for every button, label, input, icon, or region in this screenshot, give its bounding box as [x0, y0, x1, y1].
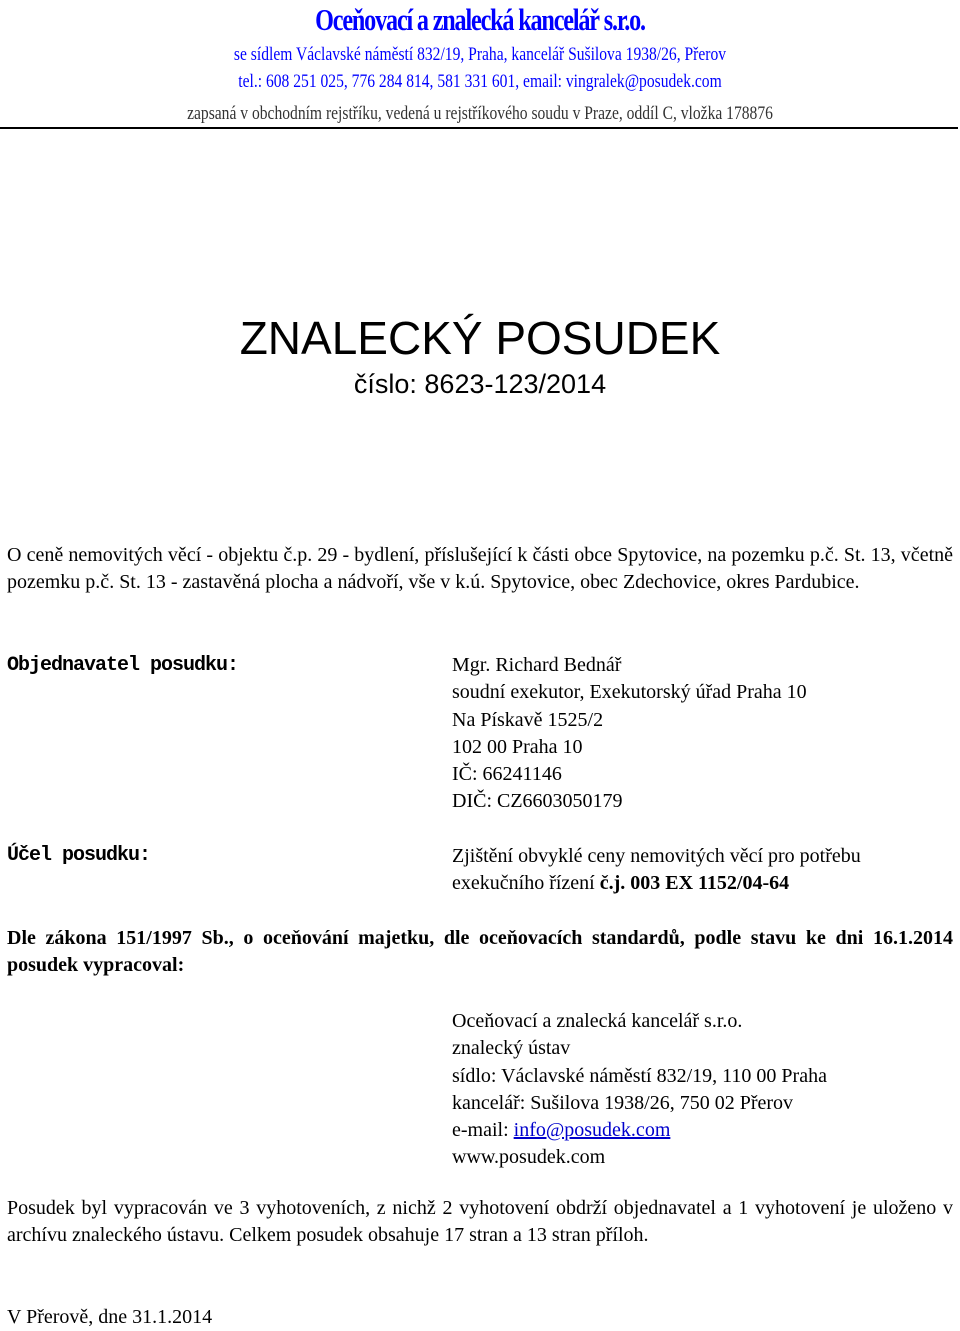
client-ic: IČ: 66241146	[452, 763, 562, 786]
client-name: Mgr. Richard Bednář	[452, 654, 622, 676]
office-type: znalecký ústav	[452, 1037, 571, 1060]
client-details	[452, 652, 952, 816]
company-registry-line: zapsaná v obchodním rejstříku, vedená u rejstříkového soudu v Praze, oddíl C, vložka 178876	[187, 103, 773, 124]
office-seat: sídlo: Václavské náměstí 832/19, 110 00 Praha	[452, 1064, 827, 1087]
document-title: ZNALECKÝ POSUDEK	[239, 312, 721, 364]
header-divider	[0, 127, 958, 129]
purpose-line-2	[452, 870, 952, 897]
purpose-line-1: Zjištění obvyklé ceny nemovitých věcí pro potřebu	[452, 845, 861, 867]
client-dic: DIČ: CZ6603050179	[452, 790, 623, 813]
office-name: Oceňovací a znalecká kancelář s.r.o.	[452, 1010, 743, 1032]
client-office: soudní exekutor, Exekutorský úřad Praha 10	[452, 681, 807, 704]
place-and-date: V Přerově, dne 31.1.2014	[7, 1306, 213, 1328]
company-name-heading: Oceňovací a znalecká kancelář s.r.o.	[315, 2, 645, 37]
case-number: č.j. 003 EX 1152/04-64	[599, 872, 790, 895]
office-email-label: e-mail:	[452, 1119, 514, 1142]
document-number: číslo: 8623-123/2014	[353, 369, 607, 399]
purpose-details	[452, 843, 952, 898]
purpose-line-2-text: exekučního řízení	[452, 872, 600, 895]
law-statement: Dle zákona 151/1997 Sb., o oceňování majetku, dle oceňovacích standardů, podle stavu ke dni 16.1.2014 posudek vypracoval:	[7, 927, 953, 976]
expert-office-details	[452, 1008, 952, 1172]
office-branch: kancelář: Sušilova 1938/26, 750 02 Přerov	[452, 1091, 794, 1114]
closing-statement: Posudek byl vypracován ve 3 vyhotoveních, z nichž 2 vyhotovení obdrží objednavatel a 1 vyhotovení je uloženo v archívu znaleckého ústavu. Celkem posudek obsahuje 17 stran a 13 stran příloh.	[7, 1197, 953, 1246]
subject-description: O ceně nemovitých věcí - objektu č.p. 29 - bydlení, příslušející k části obce Spytovice, na pozemku p.č. St. 13, včetně pozemku p.č. St. 13 - zastavěná plocha a nádvoří, vše v k.ú. Spytovice, obec Zdechovice, okres Pardubice.	[7, 544, 953, 593]
office-website: www.posudek.com	[452, 1146, 606, 1169]
client-street: Na Pískavě 1525/2	[452, 708, 604, 731]
client-city: 102 00 Praha 10	[452, 735, 583, 758]
client-label: Objednavatel posudku:	[7, 654, 239, 677]
office-email-link[interactable]: info@posudek.com	[513, 1119, 671, 1142]
office-email-line	[452, 1117, 952, 1144]
purpose-label: Účel posudku:	[7, 844, 151, 867]
company-address-line: se sídlem Václavské náměstí 832/19, Praha, kancelář Sušilova 1938/26, Přerov	[233, 44, 727, 65]
company-contact-line: tel.: 608 251 025, 776 284 814, 581 331 601, email: vingralek@posudek.com	[238, 71, 722, 92]
